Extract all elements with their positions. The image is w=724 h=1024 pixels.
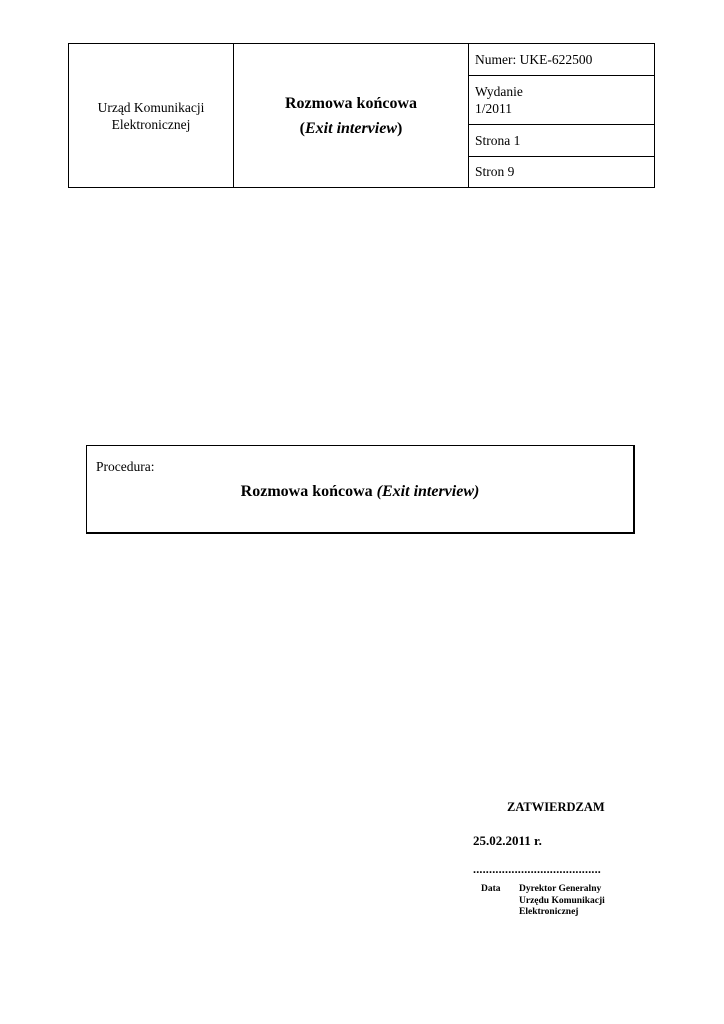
organization-cell (69, 44, 234, 187)
organization-name-line-1: Urząd Komunikacji (97, 99, 205, 115)
page-number: Strona 1 (469, 125, 654, 157)
signatory-role (519, 884, 605, 919)
approval-date: 25.02.2011 r. (473, 833, 542, 848)
document-header-table (68, 43, 655, 188)
page-count: Stron 9 (475, 164, 515, 179)
signatory-role-line-3: Elektronicznej (519, 907, 579, 917)
signature-line: ........................................ (473, 862, 601, 876)
procedure-title: Rozmowa końcowa (Exit interview) (240, 483, 480, 500)
signatory-role-line-1: Dyrektor Generalny (519, 884, 602, 894)
document-subtitle: (Exit interview) (299, 119, 403, 137)
approval-heading: ZATWIERDZAM (507, 800, 605, 814)
organization-name-line-2: Elektronicznej (111, 116, 191, 132)
edition-label: Wydanie (475, 84, 523, 99)
edition-cell (469, 76, 654, 125)
title-cell (234, 44, 469, 187)
meta-cell-group (469, 44, 654, 187)
signature-date-caption: Data (481, 884, 501, 894)
procedure-box (86, 445, 635, 534)
edition-value: 1/2011 (475, 101, 512, 116)
document-number: Numer: UKE-622500 (469, 44, 654, 76)
procedure-label: Procedura: (96, 459, 155, 474)
signatory-role-line-2: Urzędu Komunikacji (519, 895, 605, 906)
document-title: Rozmowa końcowa (285, 94, 417, 112)
